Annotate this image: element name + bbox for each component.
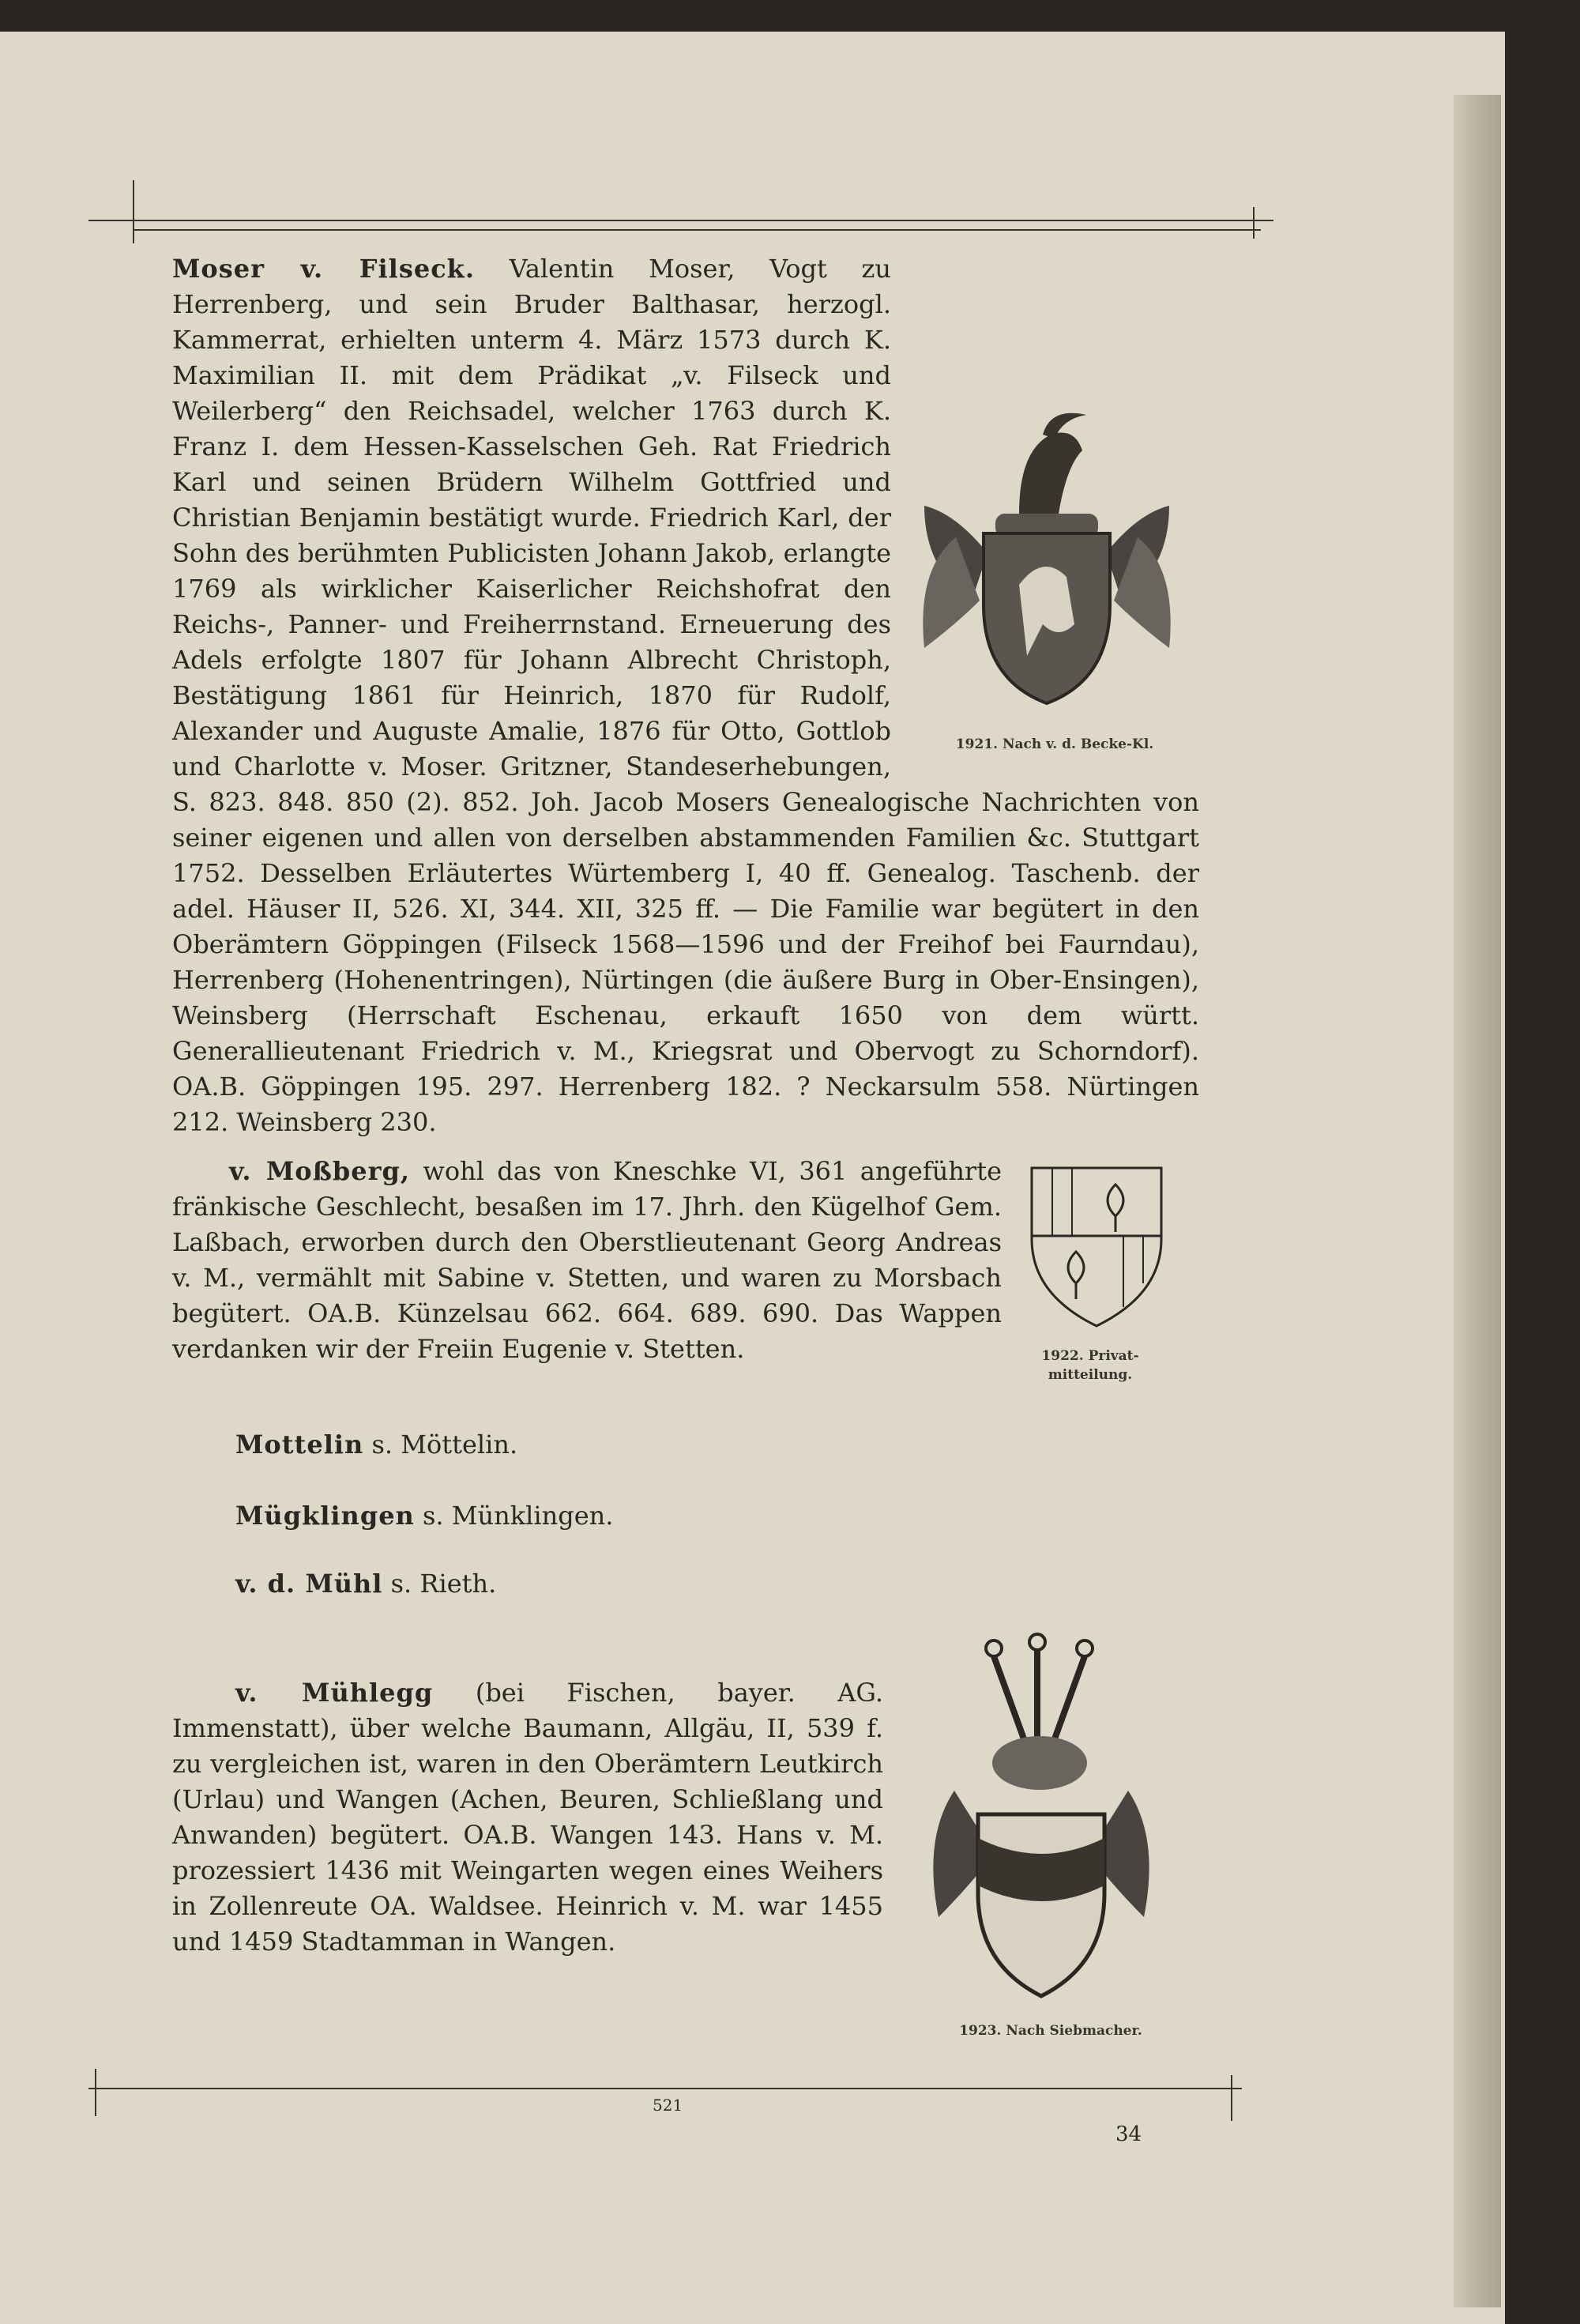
folio-right: 34 — [1115, 2122, 1142, 2146]
entry-muhlegg — [172, 1675, 883, 1960]
entry-text-continued: Jacob Mosers Genealogische Nachrichten von seiner eigenen und allen von derselben abstammenden Familien &c. Stuttgart 1752. Desselben Erläutertes Würtemberg I, 40 ff. Genealog. Taschenb. der adel. Häuser II, 526. XI, 344. XII, 325 ff. — Die Familie war begütert in den Oberämtern Göppingen (Filseck 1568—1596 und der Freihof bei Faurndau), Herrenberg (Hohenentringen), Nürtingen (die äußere Burg in Ober-Ensingen), Weinsberg (Herrschaft Eschenau, erkauft 1650 von dem württ. Generallieutenant Friedrich v. M., Kriegsrat und Obervogt zu Schorndorf). OA.B. Göppingen 195. 297. Herrenberg 182. ? Neckarsulm 558. Nürtingen 212. Weinsberg 230. — [172, 787, 1200, 1137]
entry-lemma: v. Moßberg, — [229, 1156, 411, 1186]
entry-text: s. Möttelin. — [371, 1429, 518, 1460]
entry-lemma: Mügklingen — [235, 1501, 415, 1531]
coat-of-arms-mossberg-icon — [1029, 1165, 1164, 1329]
caption-line: 1922. Privat- — [1041, 1348, 1139, 1364]
frame-top-line — [88, 220, 1273, 221]
entry-text: s. Münklingen. — [422, 1501, 614, 1531]
frame-bottom-right-tick — [1231, 2075, 1232, 2121]
entry-lemma: Moser v. Filseck. — [172, 254, 475, 284]
frame-bottom-left-tick — [95, 2069, 96, 2116]
frame-bottom-line — [88, 2088, 1242, 2089]
entry-mottelin — [172, 1427, 1259, 1463]
frame-right-tick — [1253, 207, 1255, 239]
entry-lemma: v. d. Mühl — [235, 1569, 383, 1599]
entry-text: wohl das von Kneschke VI, 361 angeführte fränkische Geschlecht, besaßen im 17. Jhrh. den Kügelhof Gem. Laßbach, erworben durch den Oberstlieutenant Georg Andreas v. M., vermählt mit Sabine v. Stetten, und waren zu Morsbach begütert. OA.B. Künzelsau 662. 664. 689. 690. Das Wappen verdanken wir der Freiin Eugenie v. Stetten. — [172, 1156, 1003, 1364]
coat-of-arms-moser-icon — [901, 403, 1193, 743]
entry-muhl — [172, 1566, 1259, 1602]
coat-of-arms-muhlegg-icon — [923, 1633, 1160, 2004]
frame-top-inner-line — [133, 229, 1261, 231]
entry-mugklingen — [172, 1498, 1259, 1534]
entry-text: Valentin Moser, Vogt zu Herrenberg, und sein Bruder Balthasar, herzogl. Kammerrat, erhielten unterm 4. März 1573 durch K. Maximilian II. mit dem Prädikat „v. Filseck und Weilerberg“ den Reichsadel, welcher 1763 durch K. Franz I. dem Hessen-Kasselschen Geh. Rat Friedrich Karl und seinen Brüdern Wilhelm Gottfried und Christian Benjamin bestätigt wurde. Friedrich Karl, der Sohn des berühmten Publicisten Johann Jakob, erlangte 1769 als wirklicher Kaiserlicher Reichshofrat den Reichs-, Panner- und Freiherrnstand. Erneuerung des Adels erfolgte 1807 für Johann Albrecht Christoph, Bestätigung 1861 für Heinrich, 1870 für Rudolf, Alexander und Auguste Amalie, 1876 für Otto, Gottlob und Charlotte v. Moser. Gritzner, Standeserhebungen, S. 823. 848. 850 (2). 852. Joh. — [172, 254, 892, 817]
entry-lemma: Mottelin — [235, 1429, 364, 1460]
entry-text: s. Rieth. — [390, 1569, 497, 1599]
figure-caption-1921: 1921. Nach v. d. Becke-Kl. — [955, 736, 1154, 752]
frame-left-tick — [133, 180, 134, 243]
figure-caption-1922 — [1011, 1347, 1169, 1384]
entry-text: (bei Fischen, bayer. AG. Immenstatt), über welche Baumann, Allgäu, II, 539 f. zu vergleichen ist, waren in den Oberämtern Leutkirch (Urlau) und Wangen (Achen, Beuren, Schließlang und Anwanden) begütert. OA.B. Wangen 143. Hans v. M. prozessiert 1436 mit Weingarten wegen eines Weihers in Zollenreute OA. Waldsee. Heinrich v. M. war 1455 und 1459 Stadtamman in Wangen. — [172, 1678, 883, 1957]
folio-center: 521 — [653, 2096, 683, 2115]
entry-lemma: v. Mühlegg — [235, 1678, 434, 1708]
caption-line: mitteilung. — [1048, 1367, 1133, 1383]
figure-caption-1923: 1923. Nach Siebmacher. — [959, 2023, 1142, 2039]
page-edge — [1454, 95, 1501, 2307]
